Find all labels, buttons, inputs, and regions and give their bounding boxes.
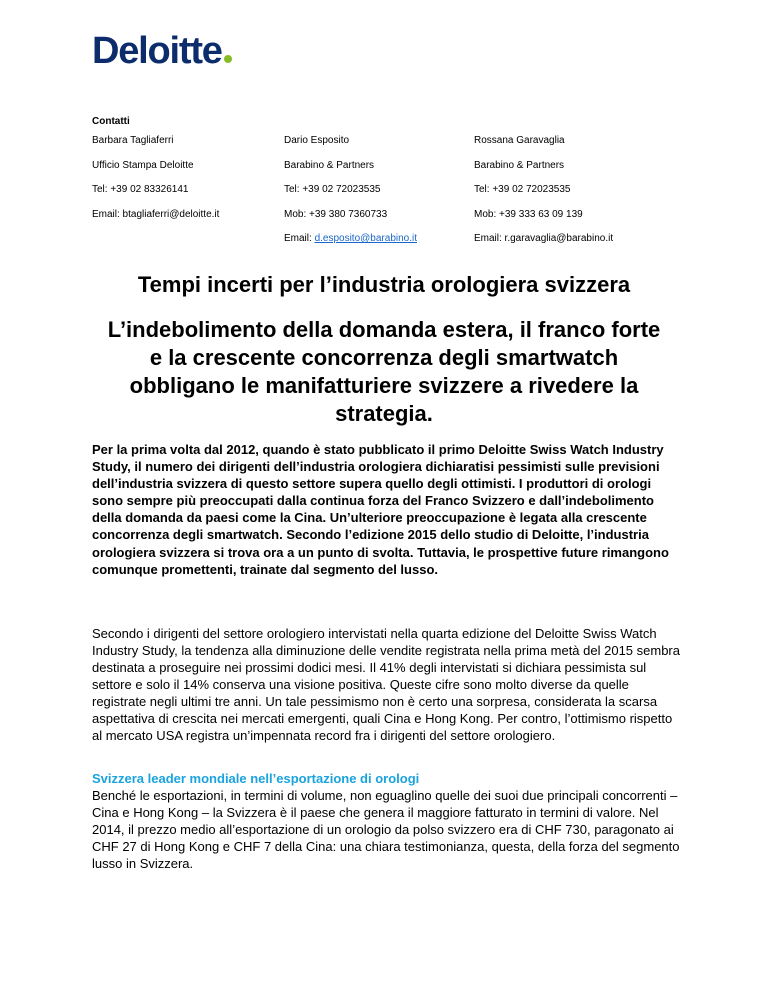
email-prefix: Email:: [284, 233, 315, 244]
contact-mobile: Mob: +39 380 7360733: [284, 208, 388, 220]
contact-column-1: [92, 134, 219, 232]
contact-name: Barbara Tagliaferri: [92, 135, 174, 146]
contact-organization: Barabino & Partners: [474, 159, 565, 171]
contact-email: Email: r.garavaglia@barabino.it: [474, 233, 614, 244]
contact-organization: Ufficio Stampa Deloitte: [92, 159, 194, 171]
email-link[interactable]: d.esposito@barabino.it: [314, 233, 417, 244]
document-title: Tempi incerti per l’industria orologiera svizzera: [137, 272, 631, 297]
section-paragraph: Benché le esportazioni, in termini di volume, non eguaglino quelle dei suoi due principali concorrenti – Cina e Hong Kong – la Svizzera è il paese che genera il maggiore fatturato in termini di valore. Nel 2014, il prezzo medio all’esportazione di un orologio da polso svizzero era di CHF 730, paragonato ai CHF 27 di Hong Kong e CHF 7 della Cina: una chiara testimonianza, questa, della forza del segmento lusso in Svizzera.: [92, 788, 680, 871]
body-paragraph: Secondo i dirigenti del settore orologiero intervistati nella quarta edizione del Deloitte Swiss Watch Industry Study, la tendenza alla diminuzione delle vendite registrata nella prima metà del 2015 sembra destinata a proseguire nei prossimi dodici mesi. Il 41% degli intervistati si dichiara pessimista sul settore e solo il 14% conserva una visione positiva. Queste cifre sono molto diverse da quelle registrate negli ultimi tre anni. Un tale pessimismo non è certo una sorpresa, considerata la scarsa aspettativa di crescita nei mercati emergenti, quali Cina e Hong Kong. Per contro, l’ottimismo rispetto al mercato USA registra un’impennata record fra i dirigenti del settore orologiero.: [92, 626, 680, 743]
lead-paragraph: Per la prima volta dal 2012, quando è stato pubblicato il primo Deloitte Swiss Watch Industry Study, il numero dei dirigenti dell’industria orologiera dichiaratisi pessimisti sulle previsioni dell’industria svizzera di questo settore supera quello degli ottimisti. I produttori di orologi sono sempre più preoccupati dalla continua forza del Franco Svizzero e dall’indebolimento della domanda da paesi come la Cina. Un’ulteriore preoccupazione è legata alla crescente concorrenza degli smartwatch. Secondo l’edizione 2015 dello studio di Deloitte, l’industria orologiera svizzera si trova ora a un punto di svolta. Tuttavia, le prospettive future rimangono comunque promettenti, trainate dal segmento del lusso.: [92, 442, 669, 577]
contact-column-3: [474, 134, 613, 257]
contact-phone: Tel: +39 02 83326141: [92, 184, 189, 195]
deloitte-logo: [92, 32, 232, 70]
contact-phone: Tel: +39 02 72023535: [474, 184, 571, 195]
section-heading: Svizzera leader mondiale nell’esportazione di orologi: [92, 771, 420, 786]
contact-mobile: Mob: +39 333 63 09 139: [474, 208, 583, 220]
contact-phone: Tel: +39 02 72023535: [284, 184, 381, 195]
contact-organization: Barabino & Partners: [284, 159, 375, 171]
contact-email: [284, 232, 417, 257]
document-subtitle: L’indebolimento della domanda estera, il franco forte e la crescente concorrenza degli smartwatch obbligano le manifatturiere svizzere a rivedere la strategia.: [107, 317, 661, 426]
logo-text: Deloitte: [92, 30, 222, 72]
contact-email: Email: btagliaferri@deloitte.it: [92, 208, 220, 220]
logo-dot-icon: [224, 55, 232, 63]
contacts-heading: Contatti: [92, 116, 130, 127]
contact-name: Rossana Garavaglia: [474, 135, 565, 146]
contact-column-2: [284, 134, 417, 257]
contact-name: Dario Esposito: [284, 135, 350, 146]
